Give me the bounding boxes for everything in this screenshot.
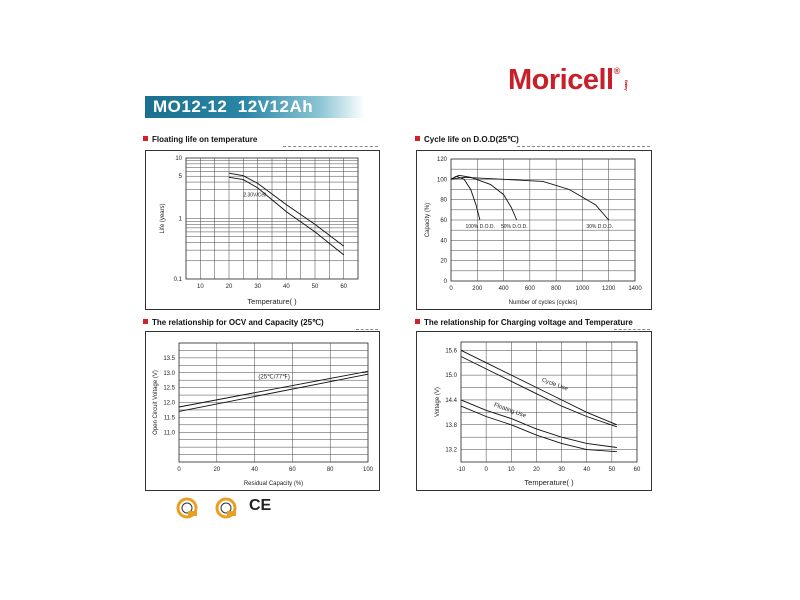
x-tick-label: -10	[456, 467, 466, 473]
x-tick-label: 60	[633, 467, 641, 473]
x-tick-label: 40	[251, 467, 258, 473]
y-tick-label: 1	[178, 216, 182, 223]
x-tick-label: 10	[196, 284, 204, 290]
title-rule	[614, 329, 650, 330]
model-title: MO12-12 12V12Ah	[153, 97, 314, 116]
y-axis-label: Voltage (V)	[435, 387, 441, 417]
x-axis-label: Residual Capacity (%)	[243, 481, 304, 487]
y-tick-label: 100	[436, 177, 447, 184]
chart-charging-voltage	[417, 332, 651, 490]
plot-frame	[461, 342, 637, 462]
y-tick-label: 11.5	[163, 415, 175, 422]
chart-panel-charging-voltage	[416, 331, 652, 491]
y-tick-label: 12.5	[163, 385, 175, 392]
title-bullet	[415, 136, 420, 141]
x-tick-label: 30	[254, 284, 262, 290]
x-tick-label: 1200	[602, 286, 616, 292]
x-tick-label: 600	[524, 286, 535, 292]
x-tick-label: 80	[326, 467, 334, 473]
x-tick-label: 400	[498, 286, 509, 292]
y-tick-label: 0	[443, 279, 447, 285]
y-tick-label: 120	[436, 157, 447, 163]
x-tick-label: 800	[551, 286, 562, 292]
title-rule	[283, 146, 378, 147]
y-axis-label: Capacity (%)	[425, 202, 431, 238]
x-tick-label: 60	[289, 467, 296, 473]
annotation-50-dod: 50% D.O.D.	[500, 224, 528, 231]
y-tick-label: 60	[440, 218, 447, 224]
x-axis-label: Temperature( )	[524, 478, 574, 487]
title-rule	[517, 146, 650, 147]
series-line	[461, 400, 617, 448]
chart-title-charging-voltage: The relationship for Charging voltage and Temperature	[415, 318, 633, 327]
y-tick-label: 12.0	[163, 400, 175, 407]
y-tick-label: 11.0	[163, 430, 175, 437]
x-tick-label: 60	[340, 284, 348, 290]
x-tick-label: 0	[484, 467, 488, 473]
x-tick-label: 10	[507, 467, 515, 473]
title-rule	[356, 329, 378, 330]
x-tick-label: 40	[282, 284, 290, 290]
y-tick-label: 0.1	[173, 277, 182, 283]
annotation-floating-use: Floating Use	[493, 402, 527, 420]
series-line	[451, 175, 517, 220]
y-tick-label: 14.4	[445, 397, 457, 404]
chart-title-cycle-life: Cycle life on D.O.D(25℃)	[415, 135, 519, 144]
chart-panel-cycle-life	[416, 150, 652, 310]
title-bullet	[143, 319, 148, 324]
x-tick-label: 50	[311, 284, 319, 290]
x-tick-label: 1000	[575, 286, 590, 292]
y-tick-label: 20	[440, 258, 447, 265]
registered-mark: ®	[613, 66, 620, 76]
x-tick-label: 20	[533, 467, 540, 473]
annotation-30-dod: 30% D.O.D.	[586, 224, 614, 231]
y-tick-label: 15.6	[445, 348, 457, 355]
iso-certificate-icon	[176, 497, 198, 524]
y-tick-label: 40	[440, 238, 447, 245]
ce-mark-icon: CE	[249, 497, 272, 514]
annotation-100-dod: 100% D.O.D.	[465, 224, 495, 231]
chart-panel-ocv	[145, 331, 380, 491]
y-tick-label: 13.0	[163, 370, 175, 377]
annotation-temperature: (25℃/77℉)	[258, 374, 290, 381]
x-tick-label: 200	[472, 286, 483, 292]
y-tick-label: 5	[178, 174, 182, 181]
y-axis-label: Life (years)	[160, 203, 166, 234]
chart-ocv-capacity	[146, 332, 379, 490]
y-tick-label: 15.0	[445, 373, 457, 380]
annotation-voltage-per-cell: 2.30V/Cell	[243, 192, 267, 199]
title-bullet	[143, 136, 148, 141]
chart-title-floating-life: Floating life on temperature	[143, 135, 257, 144]
x-tick-label: 20	[225, 284, 233, 290]
x-tick-label: 100	[362, 467, 374, 473]
chart-panel-floating-life	[145, 150, 380, 310]
chart-title-ocv: The relationship for OCV and Capacity (25℃)	[143, 318, 324, 327]
x-tick-label: 0	[449, 286, 453, 292]
y-axis-label: Open Circuit Voltage (V)	[153, 370, 159, 435]
x-tick-label: 0	[177, 467, 181, 473]
y-tick-label: 13.8	[445, 422, 457, 429]
chart-cycle-life	[417, 151, 651, 309]
y-tick-label: 13.2	[445, 447, 457, 454]
y-tick-label: 13.5	[163, 355, 175, 362]
series-line	[451, 176, 480, 220]
title-bullet	[415, 319, 420, 324]
x-axis-label: Temperature( )	[247, 297, 297, 306]
y-tick-label: 80	[440, 197, 447, 204]
x-axis-label: Number of cycles (cycles)	[508, 300, 578, 306]
chart-floating-life	[146, 151, 379, 309]
iso-certificate-icon	[215, 497, 237, 524]
x-tick-label: 20	[213, 467, 221, 473]
annotation-cycle-use: Cycle Use	[540, 377, 569, 393]
brand-logo	[508, 64, 629, 97]
series-line	[461, 406, 617, 452]
brand-vertical-text: Battery	[624, 80, 629, 91]
x-tick-label: 1400	[628, 286, 642, 292]
x-tick-label: 30	[558, 467, 565, 473]
brand-name: Moricell	[508, 64, 614, 96]
x-tick-label: 50	[608, 467, 616, 473]
x-tick-label: 40	[583, 467, 591, 473]
y-tick-label: 10	[175, 156, 182, 162]
